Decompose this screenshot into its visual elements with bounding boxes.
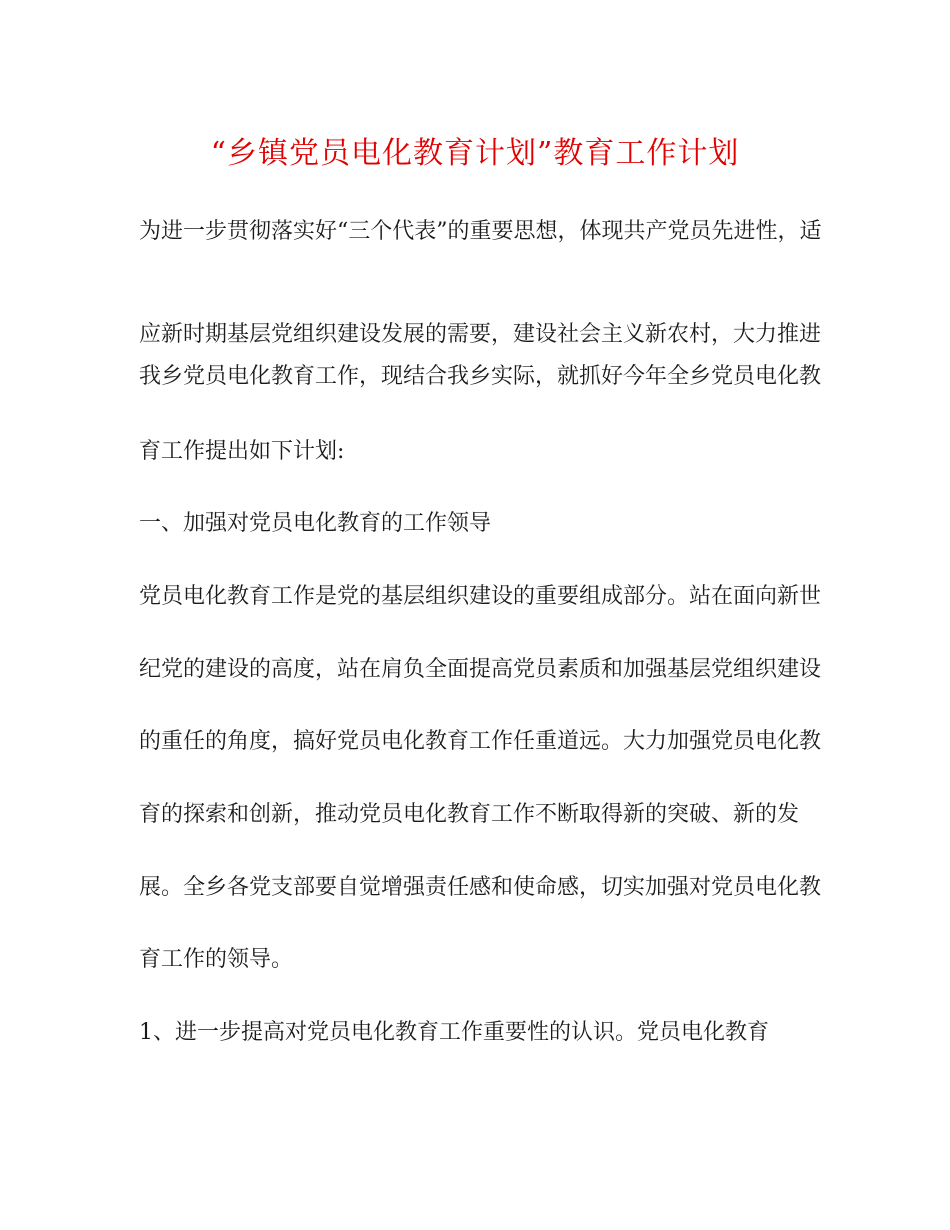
body-line-2: 应新时期基层党组织建设发展的需要，建设社会主义新农村，大力推进: [139, 322, 822, 347]
section-heading-1: 一、加强对党员电化教育的工作领导: [139, 511, 492, 536]
body-line-1: 为进一步贯彻落实好“三个代表”的重要思想，体现共产党员先进性，适: [139, 219, 822, 244]
body-line-9: 育的探索和创新，推动党员电化教育工作不断取得新的突破、新的发: [139, 802, 800, 827]
body-line-8: 的重任的角度，搞好党员电化教育工作任重道远。大力加强党员电化教: [139, 729, 822, 754]
body-line-4: 育工作提出如下计划:: [139, 439, 345, 464]
body-line-6: 党员电化教育工作是党的基层组织建设的重要组成部分。站在面向新世: [139, 584, 822, 609]
body-line-10: 展。全乡各党支部要自觉增强责任感和使命感，切实加强对党员电化教: [139, 875, 822, 900]
body-line-11: 育工作的领导。: [139, 947, 294, 972]
body-line-7: 纪党的建设的高度，站在肩负全面提高党员素质和加强基层党组织建设: [139, 657, 822, 682]
numbered-item-1: 1、进一步提高对党员电化教育工作重要性的认识。党员电化教育: [139, 1020, 769, 1045]
document-title: “乡镇党员电化教育计划”教育工作计划: [210, 136, 740, 171]
body-line-3: 我乡党员电化教育工作，现结合我乡实际，就抓好今年全乡党员电化教: [139, 364, 822, 389]
